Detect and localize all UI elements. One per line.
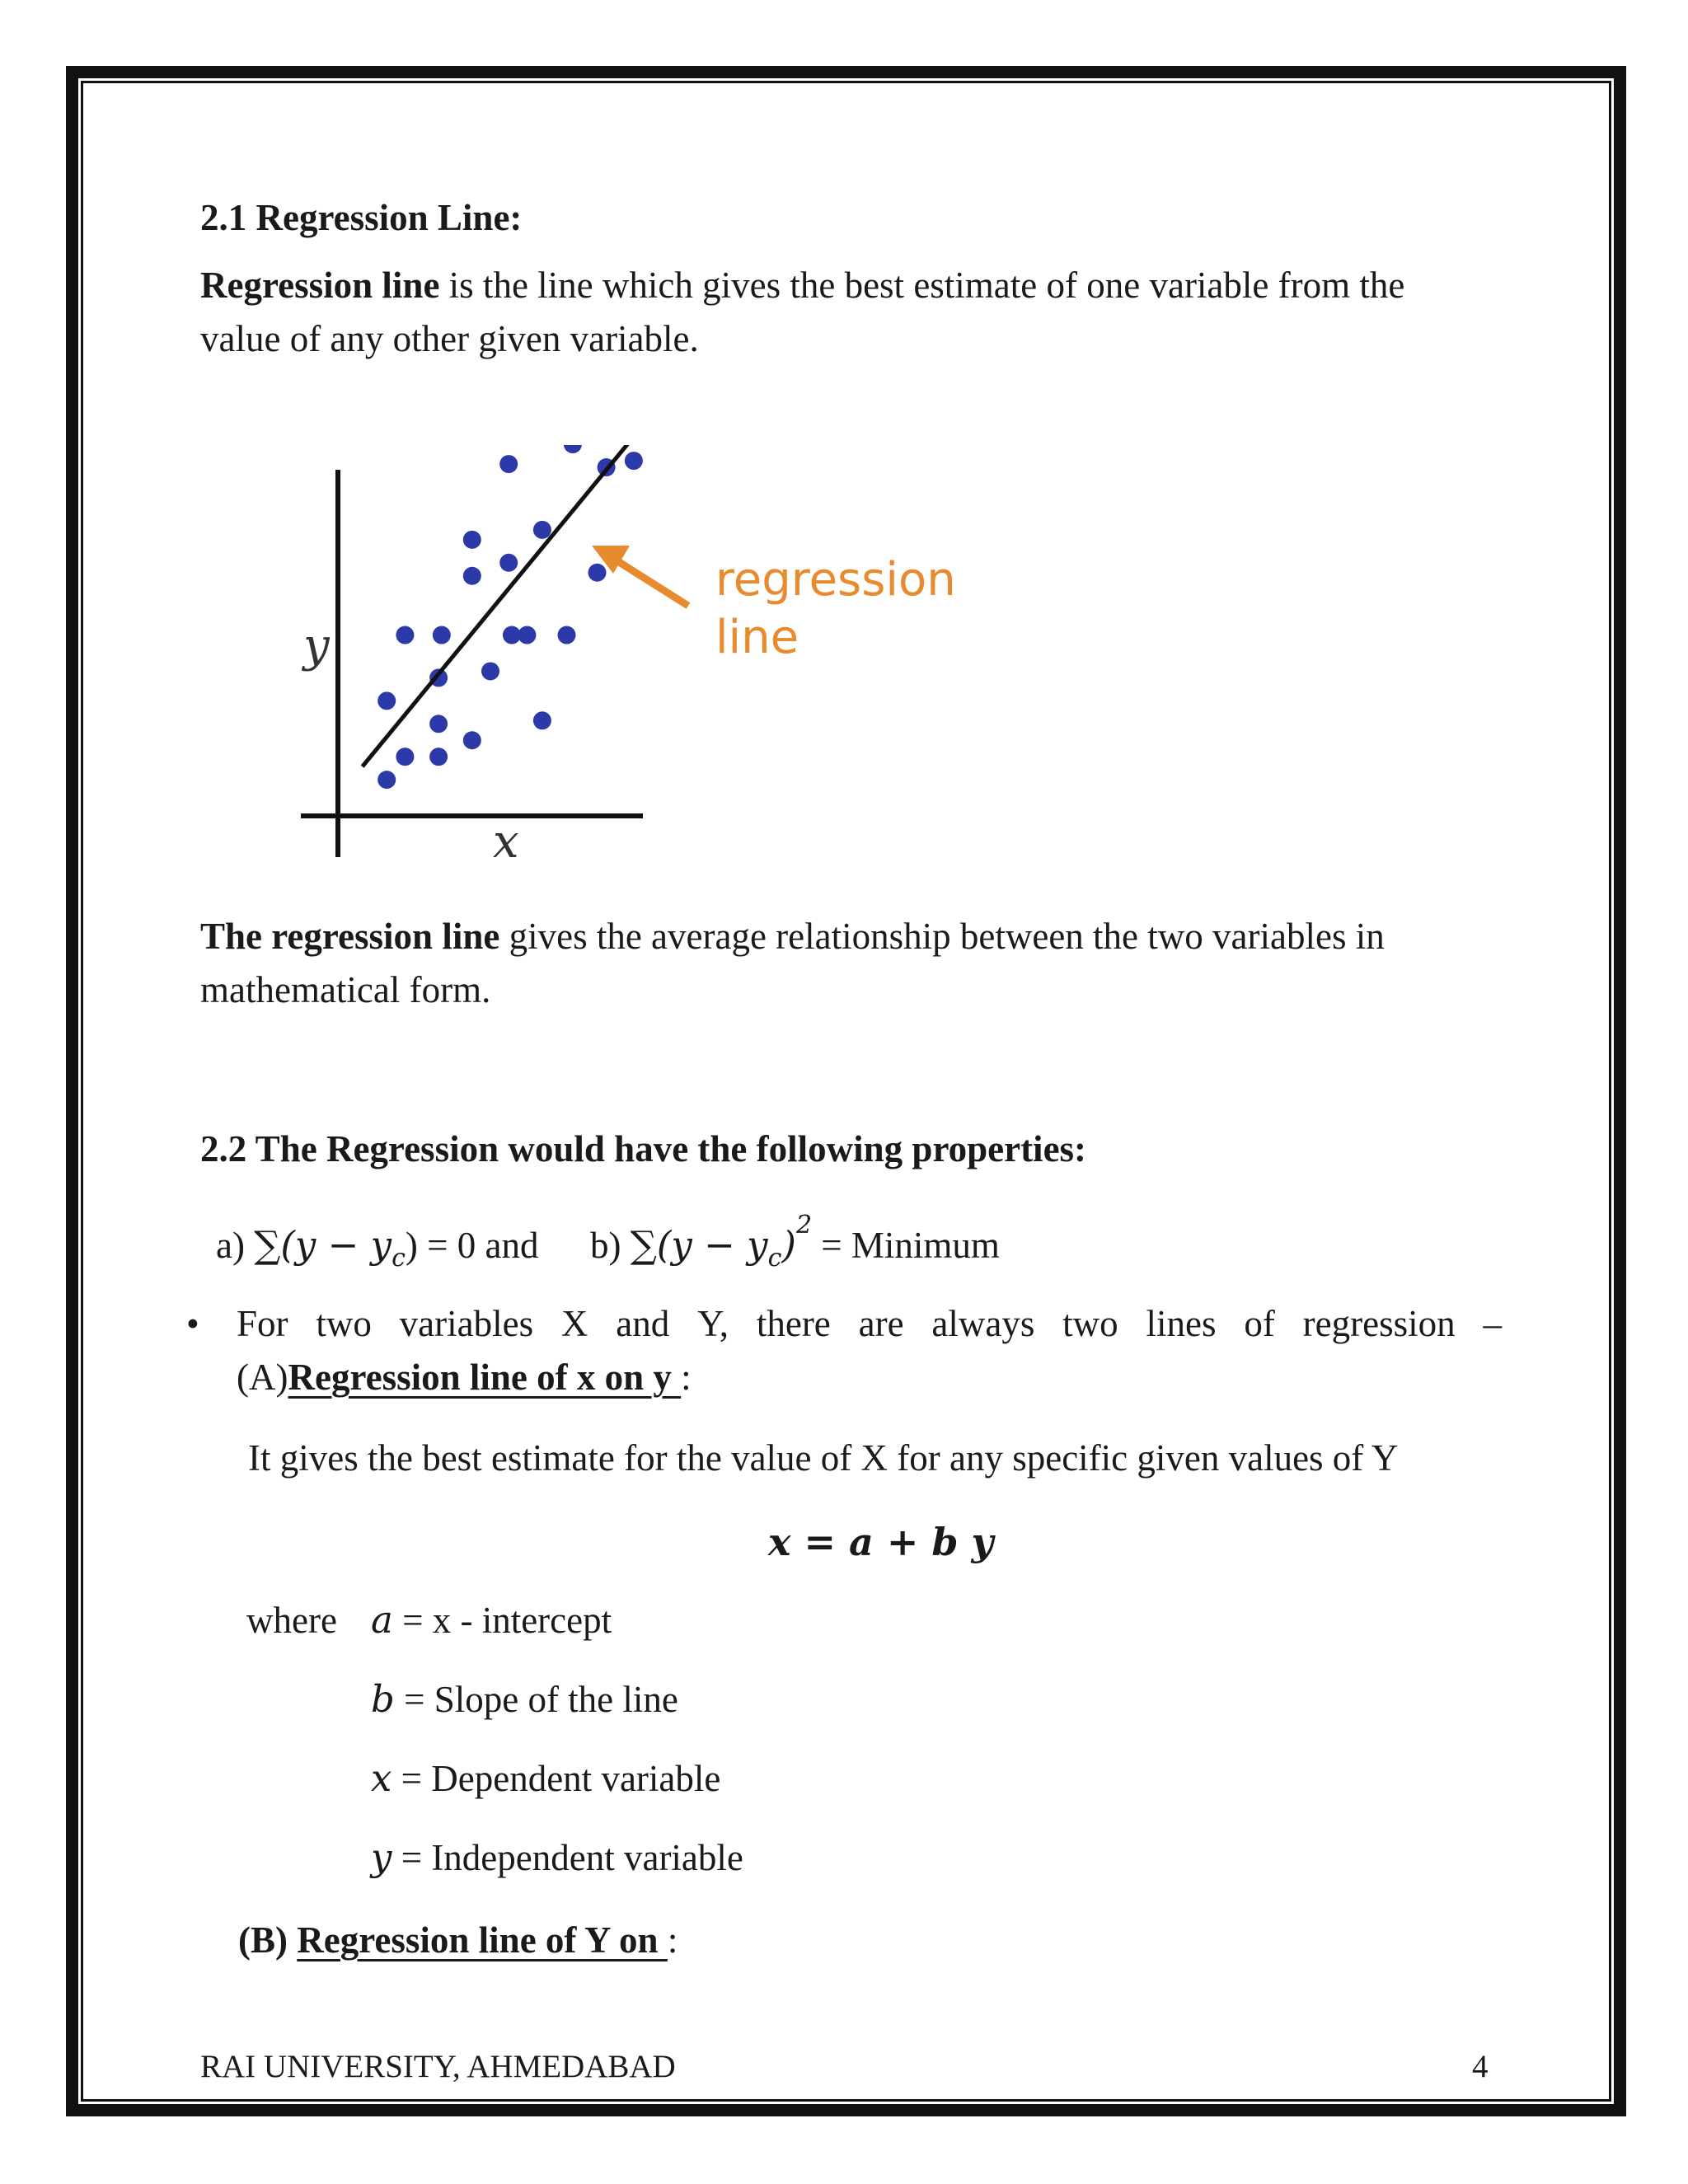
word: For — [237, 1303, 288, 1344]
annotation-text-line-1: regression — [715, 553, 956, 607]
scatter-point-15 — [499, 554, 518, 572]
property-b-sum: ∑(y − y — [630, 1223, 768, 1267]
bullet-text-line-1 — [237, 1296, 1502, 1351]
symbol-a: a — [371, 1598, 393, 1642]
scatter-point-12 — [518, 626, 536, 644]
annotation-arrow-shaft — [610, 556, 688, 606]
property-b-close: ) — [781, 1223, 796, 1267]
scatter-point-16 — [588, 564, 607, 582]
definition-y-text: = Independent variable — [392, 1837, 743, 1878]
scatter-point-3 — [463, 731, 481, 749]
subsection-b-title: Regression line of Y on — [297, 1919, 668, 1961]
scatter-point-13 — [558, 626, 576, 644]
scatter-points — [377, 445, 643, 789]
paragraph-2-line-2: mathematical form. — [200, 969, 491, 1010]
property-b-result: = Minimum — [812, 1225, 1000, 1266]
definition-a — [371, 1593, 612, 1647]
paragraph-2-term: The regression line — [200, 916, 500, 957]
properties-line — [216, 1211, 1000, 1277]
word: Y, — [697, 1303, 729, 1344]
scatter-point-2 — [429, 748, 448, 766]
definition-a-text: = x - intercept — [392, 1600, 612, 1641]
scatter-point-17 — [463, 531, 481, 549]
page-number: 4 — [1472, 2049, 1489, 2084]
subsection-b-heading — [238, 1913, 678, 1967]
regression-line — [363, 445, 649, 766]
scatter-point-22 — [625, 452, 643, 470]
symbol-b: b — [371, 1677, 395, 1721]
property-a-expression — [254, 1223, 406, 1272]
where-label: where — [246, 1600, 337, 1641]
scatter-point-10 — [433, 626, 451, 644]
definition-term: Regression line — [200, 265, 440, 306]
definition-b — [371, 1672, 678, 1727]
scatter-point-5 — [429, 715, 448, 733]
subsection-b-colon: : — [667, 1919, 678, 1961]
property-a-subscript: c — [392, 1244, 406, 1272]
scatter-point-14 — [463, 567, 481, 585]
word: two — [316, 1303, 372, 1344]
section-heading-2-2: 2.2 The Regression would have the following properties: — [200, 1128, 1087, 1169]
subsection-a-prefix: (A) — [237, 1357, 288, 1398]
word: of — [1244, 1303, 1275, 1344]
page-border-inner-2 — [81, 81, 1611, 2102]
property-b-subscript: c — [767, 1244, 782, 1272]
word: two — [1062, 1303, 1118, 1344]
definition-x — [371, 1751, 720, 1806]
scatter-point-6 — [533, 711, 551, 729]
definition-x-text: = Dependent variable — [392, 1758, 721, 1799]
word: variables — [399, 1303, 534, 1344]
word: lines — [1146, 1303, 1217, 1344]
symbol-x: x — [371, 1756, 392, 1800]
y-axis-label: y — [303, 619, 330, 673]
scatter-point-7 — [396, 626, 414, 644]
property-a-sum: ∑(y − y — [254, 1223, 392, 1267]
subsection-a-description: It gives the best estimate for the value of X for any specific given values of Y — [248, 1437, 1399, 1479]
definition-b-text: = Slope of the line — [394, 1679, 678, 1720]
word: and — [616, 1303, 670, 1344]
word: regression — [1302, 1303, 1456, 1344]
paragraph-2-text: gives the average relationship between the two variables in — [499, 916, 1385, 957]
definition-y — [371, 1830, 743, 1885]
definition-line-1 — [200, 258, 1404, 312]
bullet-marker: • — [186, 1303, 199, 1344]
word: – — [1483, 1303, 1502, 1344]
subsection-a-colon: : — [681, 1357, 692, 1398]
scatter-point-19 — [499, 455, 518, 473]
scatter-point-0 — [377, 771, 396, 789]
property-b-expression — [630, 1211, 813, 1272]
definition-line-2: value of any other given variable. — [200, 318, 699, 359]
annotation-text-line-2: line — [715, 611, 799, 664]
property-a-result: ) = 0 and — [405, 1225, 539, 1266]
section-heading-2-1: 2.1 Regression Line: — [200, 197, 523, 238]
scatter-point-18 — [533, 521, 551, 539]
word: are — [858, 1303, 904, 1344]
scatter-point-9 — [481, 662, 499, 680]
subsection-a-heading — [237, 1350, 692, 1404]
paragraph-2-line-1 — [200, 909, 1385, 963]
word: X — [560, 1303, 588, 1344]
property-b-label: b) — [589, 1225, 631, 1266]
scatter-point-1 — [396, 748, 414, 766]
x-axis-label: x — [493, 815, 519, 869]
word: there — [756, 1303, 831, 1344]
definition-text: is the line which gives the best estimate of one variable from the — [439, 265, 1405, 306]
property-a-label: a) — [216, 1225, 255, 1266]
regression-scatter-chart — [280, 445, 956, 874]
symbol-y: y — [371, 1835, 392, 1879]
property-b-superscript: 2 — [795, 1211, 813, 1240]
scatter-point-4 — [377, 691, 396, 710]
scatter-point-20 — [564, 445, 582, 453]
footer-institution: RAI UNIVERSITY, AHMEDABAD — [200, 2049, 676, 2084]
subsection-b-prefix: (B) — [238, 1919, 298, 1961]
regression-formula: x = a + b y — [768, 1520, 994, 1564]
subsection-a-title: Regression line of x on y — [288, 1357, 682, 1398]
word: always — [931, 1303, 1035, 1344]
